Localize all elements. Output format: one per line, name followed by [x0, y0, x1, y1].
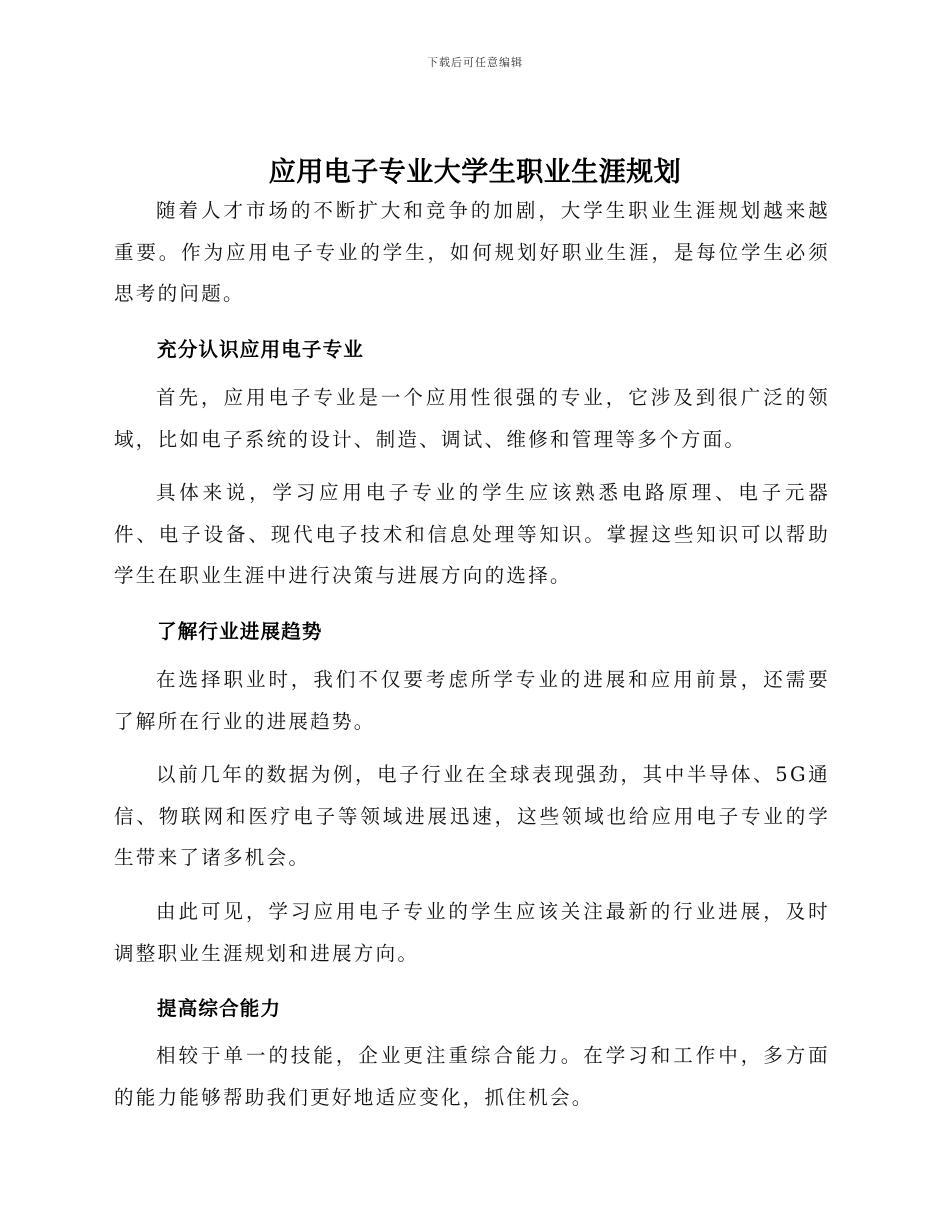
header-note: 下载后可任意编辑 — [427, 56, 523, 69]
section-3-paragraph-1: 相较于单一的技能，企业更注重综合能力。在学习和工作中，多方面的能力能够帮助我们更好地适应变化，抓住机会。 — [114, 1044, 830, 1109]
section-heading-2: 了解行业进展趋势 — [157, 620, 323, 643]
section-1-paragraph-2: 具体来说，学习应用电子专业的学生应该熟悉电路原理、电子元器件、电子设备、现代电子技术和信息处理等知识。掌握这些知识可以帮助学生在职业生涯中进行决策与进展方向的选择。 — [114, 481, 830, 587]
section-2-paragraph-3: 由此可见，学习应用电子专业的学生应该关注最新的行业进展，及时调整职业生涯规划和进展方向。 — [114, 900, 830, 965]
intro-paragraph: 随着人才市场的不断扩大和竞争的加剧，大学生职业生涯规划越来越重要。作为应用电子专业的学生，如何规划好职业生涯，是每位学生必须思考的问题。 — [114, 199, 830, 305]
section-2-paragraph-1: 在选择职业时，我们不仅要考虑所学专业的进展和应用前景，还需要了解所在行业的进展趋势。 — [114, 668, 830, 733]
section-heading-3: 提高综合能力 — [157, 997, 282, 1020]
section-heading-1: 充分认识应用电子专业 — [157, 338, 365, 361]
section-2-paragraph-2: 以前几年的数据为例，电子行业在全球表现强劲，其中半导体、5G通信、物联网和医疗电子等领域进展迅速，这些领域也给应用电子专业的学生带来了诸多机会。 — [114, 763, 830, 869]
section-1-paragraph-1: 首先，应用电子专业是一个应用性很强的专业，它涉及到很广泛的领域，比如电子系统的设计、制造、调试、维修和管理等多个方面。 — [114, 386, 830, 451]
document-title: 应用电子专业大学生职业生涯规划 — [268, 157, 682, 188]
